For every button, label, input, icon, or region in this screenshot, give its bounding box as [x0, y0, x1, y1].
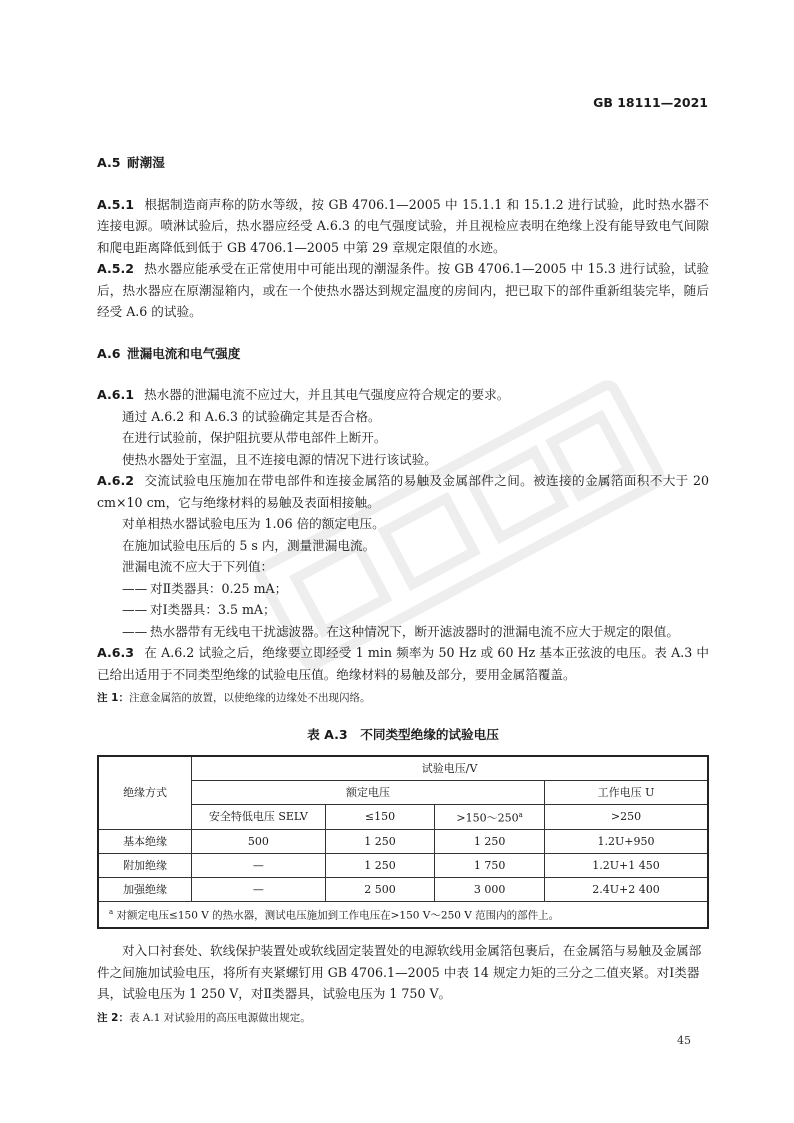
clause-text: 在 A.6.2 试验之后，绝缘要立即经受 1 min 频率为 50 Hz 或 60 Hz 基本正弦波的电压。表 A.3 中已给出适用于不同类型绝缘的试验电压值。绝缘材料的易触及部分，要用金属箔覆盖。: [97, 645, 709, 682]
clause-number: A.6.1: [97, 387, 135, 402]
table-header-working-voltage: 工作电压 U: [544, 781, 708, 805]
cell-gt250: 1.2U+950: [544, 830, 708, 854]
clause-a62: [97, 470, 709, 513]
clause-a61: [97, 384, 709, 406]
table-row: [98, 878, 708, 902]
clause-text: 热水器的泄漏电流不应过大，并且其电气强度应符合规定的要求。: [144, 387, 510, 402]
cell-le150: 1 250: [325, 830, 435, 854]
table-row: [98, 830, 708, 854]
list-item: [97, 599, 709, 621]
table-header-le150: ≤150: [325, 805, 435, 830]
section-number: A.6: [97, 345, 121, 361]
list-dash: ——: [122, 580, 148, 596]
list-dash: ——: [122, 623, 148, 639]
clause-number: A.6.3: [97, 645, 135, 660]
note-label: 注 1：: [97, 692, 129, 704]
page-number: 45: [677, 1034, 691, 1047]
footnote-mark: a: [518, 811, 523, 819]
paragraph: 对单相热水器试验电压为 1.06 倍的额定电压。: [122, 516, 385, 531]
paragraph: 使热水器处于室温，且不连接电源的情况下进行该试验。: [122, 451, 437, 467]
cell-type: 加强绝缘: [98, 878, 192, 902]
clause-number: A.6.2: [97, 473, 135, 488]
list-item-text: 热水器带有无线电干扰滤波器。在这种情况下，断开滤波器时的泄漏电流不应大于规定的限值。: [150, 623, 679, 639]
cell-150-250: 1 250: [435, 830, 545, 854]
cell-gt250: 1.2U+1 450: [544, 854, 708, 878]
table-header-selv: 安全特低电压 SELV: [192, 805, 326, 830]
note-2: [97, 1008, 709, 1030]
table-title: 表 A.3 不同类型绝缘的试验电压: [307, 726, 499, 742]
paragraph: 泄漏电流不应大于下列值：: [122, 559, 274, 574]
clause-number: A.5.1: [97, 196, 135, 212]
cell-selv: 500: [192, 830, 326, 854]
cell-le150: 1 250: [325, 854, 435, 878]
clause-text: 根据制造商声称的防水等级，按 GB 4706.1—2005 中 15.1.1 和 15.1.2 进行试验，此时热水器不连接电源。喷淋试验后，热水器应经受 A.6.3 的电气强度试验，并且视检应表明在绝缘上没有能导致电气间隙和爬电距离降低到低于 GB 4706.1—2005 中第 29 章规定限值的水迹。: [97, 196, 709, 255]
cell-150-250: 3 000: [435, 878, 545, 902]
paragraph: 在施加试验电压后的 5 s 内，测量泄漏电流。: [122, 537, 376, 553]
list-item: [97, 578, 709, 600]
section-heading-a6: [97, 343, 709, 365]
cell-gt250: 2.4U+2 400: [544, 878, 708, 902]
section-title: 泄漏电流和电气强度: [127, 345, 241, 361]
cell-selv: —: [192, 854, 326, 878]
paragraph: 通过 A.6.2 和 A.6.3 的试验确定其是否合格。: [122, 408, 381, 424]
note-text: 注意金属箔的放置，以使绝缘的边缘处不出现闪络。: [128, 692, 371, 704]
table-header-150-250: [435, 805, 545, 830]
table-footnote-row: [98, 902, 708, 929]
footnote-text: 对额定电压≤150 V 的热水器，测试电压施加到工作电压在>150 V～250 V 范围内的部件上。: [116, 909, 560, 922]
list-item: [97, 621, 709, 643]
clause-text: 热水器应能承受在正常使用中可能出现的潮湿条件。按 GB 4706.1—2005 中 15.3 进行试验，试验后，热水器应在原潮湿箱内，或在一个使热水器达到规定温度的房间内，把已取下的部件重新组装完毕，随后经受 A.6 的试验。: [97, 261, 709, 319]
table-header-gt250: >250: [544, 805, 708, 830]
clause-text: 交流试验电压施加在带电部件和连接金属箔的易触及金属部件之间。被连接的金属箔面积不大于 20 cm×10 cm，它与绝缘材料的易触及表面相接触。: [97, 473, 709, 510]
clause-number: A.5.2: [97, 261, 135, 276]
header-text: >150～250: [456, 811, 519, 825]
cell-selv: —: [192, 878, 326, 902]
cell-type: 基本绝缘: [98, 830, 192, 854]
section-number: A.5: [97, 155, 121, 170]
cell-type: 附加绝缘: [98, 854, 192, 878]
cell-150-250: 1 750: [435, 854, 545, 878]
clause-a52: [97, 258, 709, 323]
voltage-table: [97, 755, 709, 929]
note-text: 表 A.1 对试验用的高压电源做出规定。: [128, 1011, 311, 1024]
section-heading-a5: [97, 152, 709, 174]
paragraph: 在进行试验前，保护阻抗要从带电部件上断开。: [122, 430, 387, 445]
standard-code: GB 18111—2021: [593, 95, 708, 110]
main-content: [97, 152, 709, 1029]
table-header-rated-voltage: 额定电压: [192, 781, 545, 805]
clause-a51: [97, 194, 709, 259]
table-row: [98, 854, 708, 878]
table-header-insulation: 绝缘方式: [98, 756, 192, 830]
note-label: 注 2：: [97, 1011, 129, 1024]
clause-a63: [97, 642, 709, 685]
table-header-test-voltage: 试验电压/V: [192, 756, 708, 781]
cell-le150: 2 500: [325, 878, 435, 902]
section-title: 耐潮湿: [127, 155, 165, 170]
footnote-mark: a: [109, 908, 114, 917]
paragraph: 对入口衬套处、软线保护装置处或软线固定装置处的电源软线用金属箔包裹后，在金属箔与易触及金属部件之间施加试验电压，将所有夹紧螺钉用 GB 4706.1—2005 中表 14 规定力矩的三分之二值夹紧。对Ⅰ类器具，试验电压为 1 250 V，对Ⅱ类器具，试验电压为 1 750 V。: [97, 943, 702, 1002]
list-item-text: 对Ⅱ类器具：0.25 mA；: [150, 580, 288, 596]
list-dash: ——: [122, 602, 148, 617]
note-1: [97, 688, 709, 710]
list-item-text: 对Ⅰ类器具：3.5 mA；: [150, 602, 276, 617]
table-footnote: [98, 902, 708, 929]
